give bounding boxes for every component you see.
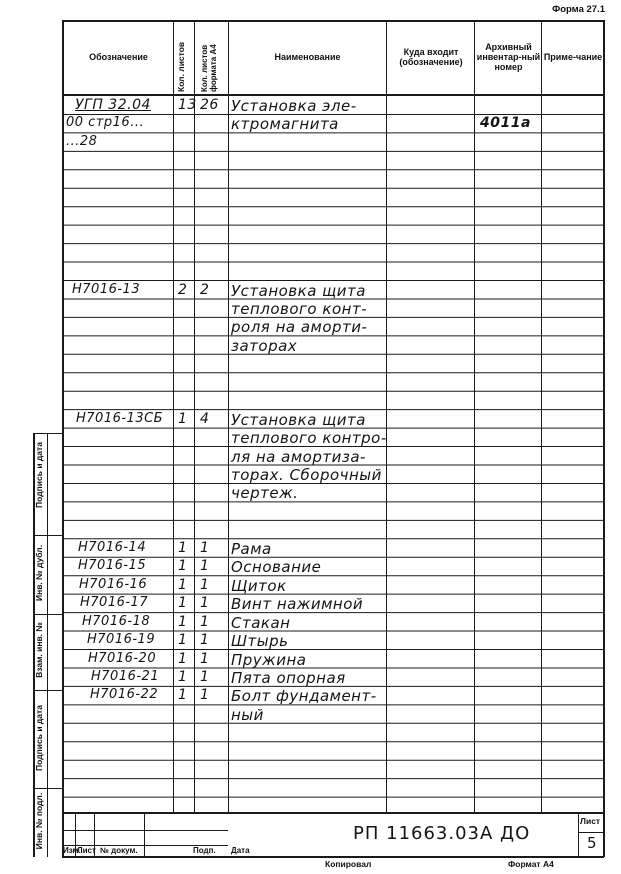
row-code: УГП 32.04 [75,97,151,113]
row-a4: 1 [200,539,210,556]
side-div-2 [33,614,63,615]
row-code: Н7016-22 [90,687,159,703]
tb-doc-number: РП 11663.03А ДО [353,823,531,844]
row-a4: 2 [200,281,210,298]
header-note: Приме-чание [543,52,603,62]
form-label: Форма 27.1 [552,4,605,15]
row-name: Штырь [231,632,289,651]
row-name: Рама [231,539,272,558]
row-sheets: 2 [178,281,188,298]
row-a4: 1 [200,632,210,649]
header-where-used: Куда входит (обозначение) [399,47,463,67]
row-a4: 1 [200,687,210,704]
side-div-4 [33,788,63,789]
side-div-3 [33,690,63,691]
row-sheets: 1 [178,613,188,630]
row-a4: 1 [200,650,210,667]
tb-date: Дата [231,846,250,855]
tb-sheet-row [578,832,604,833]
tb-sheet-number: 5 [587,834,598,852]
tb-doc-no: № докум. [100,846,138,855]
row-name: Установка щита [231,281,366,300]
side-div-1 [33,535,63,536]
header-designation: Обозначение [89,52,148,62]
row-sheets: 13 [178,97,197,113]
row-code: ...28 [66,133,98,149]
row-name: роля на аморти- [231,318,368,337]
side-label-sign-date-bottom: Подпись и дата [34,705,44,771]
side-label-sign-date-top: Подпись и дата [34,442,44,508]
row-a4: 1 [200,558,210,575]
row-code: Н7016-15 [78,558,147,574]
row-name: Стакан [231,613,291,632]
row-code: Н7016-19 [87,632,156,648]
header-a4-sheets-text: Кол. листов формата А4 [200,44,218,92]
row-sheets: 1 [178,687,188,704]
tb-col-sheet [578,812,579,857]
footer-format: Формат А4 [508,859,554,869]
row-name: Щиток [231,576,287,595]
row-sheets: 1 [178,539,188,556]
row-sheets: 1 [178,595,188,612]
row-code: Н7016-21 [91,668,160,684]
row-code: Н7016-13 [72,281,141,297]
title-block-row [62,830,228,831]
tb-sheet-label: Лист [580,816,601,826]
row-sheets: 1 [178,576,188,593]
row-name: ктромагнита [231,115,339,134]
row-code: Н7016-14 [78,539,147,555]
row-code: Н7016-20 [88,650,157,666]
row-name: заторах [231,336,298,355]
tb-col-c [144,812,145,857]
row-a4: 26 [200,97,219,113]
row-name: Установка эле- [231,97,357,115]
footer-copied: Копировал [325,859,372,869]
row-name: ля на амортиза- [231,447,366,466]
row-a4: 1 [200,576,210,593]
row-name: Винт нажимной [231,595,364,614]
header-archive: Архивный инвентар-ный номер [476,42,541,72]
row-name: теплового конт- [231,299,368,318]
side-label-inv-dup: Инв. № дубл. [34,544,44,602]
row-sheets: 1 [178,558,188,575]
header-name: Наименование [274,52,341,62]
side-label-replace-inv: Взам. инв. № [34,622,44,678]
tb-sign: Подп. [193,846,216,855]
tb-izm: Изм. [63,846,81,855]
row-name: Пята опорная [231,668,346,687]
row-archive: 4011а [480,115,531,132]
row-a4: 1 [200,595,210,612]
row-code: Н7016-16 [79,576,148,592]
header-sheets-count: Кол. листов [176,41,186,92]
tb-list: Лист [77,846,96,855]
row-a4: 1 [200,613,210,630]
row-code: Н7016-18 [82,613,151,629]
row-name: торах. Сборочный [231,466,382,484]
row-sheets: 1 [178,668,188,685]
side-label-inv-orig: Инв. № подл. [34,792,44,850]
row-code: Н7016-17 [80,595,149,611]
row-code: Н7016-13СБ [76,410,164,426]
row-sheets: 1 [178,650,188,667]
row-name: Болт фундамент- [231,687,377,706]
row-code: 00 стр16... [66,115,145,131]
row-a4: 4 [200,410,210,427]
row-name: теплового контро- [231,429,387,448]
row-name: Основание [231,558,322,577]
row-a4: 1 [200,668,210,685]
row-sheets: 1 [178,632,188,649]
row-name: Установка щита [231,410,366,429]
row-sheets: 1 [178,410,188,427]
row-name: ный [231,705,264,724]
row-name: Пружина [231,650,307,669]
row-name: чертеж. [231,484,299,503]
